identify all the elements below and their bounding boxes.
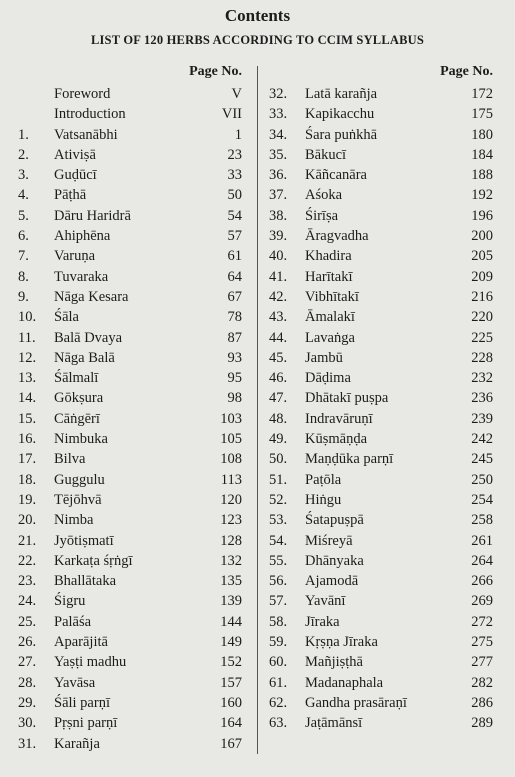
entry-number: 2.	[18, 146, 29, 163]
entry-number: 49.	[269, 431, 288, 448]
herb-name: Tējōhvā	[54, 491, 102, 508]
page-number: 61	[227, 248, 242, 265]
page-number: 220	[471, 309, 493, 326]
page-number: 188	[471, 167, 493, 184]
page-number: 1	[234, 126, 242, 143]
page-number: 264	[471, 552, 493, 569]
entry-number: 39.	[269, 228, 288, 245]
entry-number: 1.	[18, 126, 29, 143]
herb-name: Ahiphēna	[54, 228, 111, 245]
list-item	[0, 449, 254, 469]
entry-number: 14.	[18, 390, 37, 407]
list-item	[0, 328, 254, 348]
entry-number: 25.	[18, 613, 37, 630]
page-no-header: Page No.	[189, 64, 242, 79]
herb-name: Jambū	[305, 349, 343, 366]
entry-number: 54.	[269, 532, 288, 549]
list-item	[0, 145, 254, 165]
entry-number: 7.	[18, 248, 29, 265]
herb-name: Bākucī	[305, 146, 347, 163]
page-number: 167	[220, 735, 242, 752]
column-divider	[257, 66, 258, 754]
herb-name: Śatapuṣpā	[305, 512, 364, 529]
page-number: 184	[471, 146, 493, 163]
list-item	[262, 348, 515, 368]
list-item	[0, 490, 254, 510]
entry-number: 8.	[18, 268, 29, 285]
list-item	[262, 551, 515, 571]
page-number: 120	[220, 491, 242, 508]
list-item	[262, 470, 515, 490]
page-number: 209	[471, 268, 493, 285]
entry-number: 35.	[269, 146, 288, 163]
list-item	[0, 226, 254, 246]
entry-number: 23.	[18, 573, 37, 590]
list-item	[0, 652, 254, 672]
entry-number: 10.	[18, 309, 37, 326]
herb-name: Karkaṭa śṛṅgī	[54, 552, 133, 569]
herb-name: Latā karañja	[305, 86, 378, 102]
herb-name: Gōkṣura	[54, 390, 104, 407]
list-item	[262, 673, 515, 693]
right-column	[262, 64, 515, 734]
page-number: 128	[220, 532, 242, 549]
page-number: 272	[471, 613, 493, 630]
list-item	[262, 409, 515, 429]
page-no-header: Page No.	[440, 64, 493, 79]
herb-name: Śāli parṇī	[54, 694, 110, 711]
herb-name: Palāśa	[54, 613, 92, 630]
page-number: 275	[471, 634, 493, 651]
entry-number: 30.	[18, 715, 37, 732]
list-item	[0, 591, 254, 611]
herb-name: Pāṭhā	[54, 187, 87, 204]
page-number: 103	[220, 410, 242, 427]
list-item	[262, 531, 515, 551]
herb-name: Aparājitā	[54, 634, 108, 651]
list-item	[262, 145, 515, 165]
herb-name: Āragvadha	[305, 228, 369, 245]
page-number: 172	[471, 86, 493, 102]
herb-name: Tuvaraka	[54, 268, 109, 285]
page-number: 239	[471, 410, 493, 427]
page-number: 78	[227, 309, 242, 326]
list-item	[262, 125, 515, 145]
herb-name: Cāṅgērī	[54, 410, 100, 427]
herb-name: Dāḍima	[305, 370, 351, 387]
herb-name: Śālmalī	[54, 370, 99, 387]
entry-number: 20.	[18, 512, 37, 529]
herb-name: Jīraka	[305, 613, 340, 630]
entry-number: 15.	[18, 410, 37, 427]
entry-number: 26.	[18, 634, 37, 651]
entry-number: 47.	[269, 390, 288, 407]
page-number: 250	[471, 471, 493, 488]
page-number: 164	[220, 715, 242, 732]
herb-name: Hiṅgu	[305, 491, 342, 508]
entry-number: 53.	[269, 512, 288, 529]
entry-number: 22.	[18, 552, 37, 569]
entry-number: 51.	[269, 471, 288, 488]
page-number: 157	[220, 674, 242, 691]
herb-name: Jaṭāmānsī	[305, 715, 363, 732]
page-number: 57	[227, 228, 242, 245]
page-number: 87	[227, 329, 242, 346]
herb-name: Yavānī	[305, 593, 346, 610]
entry-number: 38.	[269, 207, 288, 224]
page-number: 180	[471, 126, 493, 143]
left-list	[0, 84, 254, 754]
herb-name: Foreword	[54, 86, 111, 102]
entry-number: 21.	[18, 532, 37, 549]
herb-name: Yavāsa	[54, 674, 96, 691]
herb-name: Nimba	[54, 512, 94, 529]
list-item	[262, 612, 515, 632]
herb-name: Pṛṣni parṇī	[54, 715, 118, 732]
entry-number: 56.	[269, 573, 288, 590]
page-number: 216	[471, 288, 493, 305]
list-item	[0, 551, 254, 571]
entry-number: 5.	[18, 207, 29, 224]
entry-number: 48.	[269, 410, 288, 427]
entry-number: 55.	[269, 552, 288, 569]
list-item	[0, 104, 254, 124]
list-item	[0, 125, 254, 145]
herb-name: Varuṇa	[54, 248, 96, 265]
herb-name: Vibhītakī	[305, 288, 359, 305]
entry-number: 63.	[269, 715, 288, 732]
page-number: 67	[227, 288, 242, 305]
page-number: 144	[220, 613, 242, 630]
list-item	[262, 226, 515, 246]
page-number: 192	[471, 187, 493, 204]
herb-name: Madanaphala	[305, 674, 384, 691]
list-item	[0, 734, 254, 754]
list-item	[262, 449, 515, 469]
herb-name: Kapikacchu	[305, 106, 375, 123]
list-item	[262, 693, 515, 713]
page-number: VII	[221, 106, 242, 123]
list-item	[262, 652, 515, 672]
page-number: 225	[471, 329, 493, 346]
list-item	[0, 307, 254, 327]
list-item	[262, 267, 515, 287]
herb-name: Nimbuka	[54, 431, 108, 448]
list-item	[0, 571, 254, 591]
entry-number: 29.	[18, 694, 37, 711]
entry-number: 28.	[18, 674, 37, 691]
entry-number: 45.	[269, 349, 288, 366]
page-number: 289	[471, 715, 493, 732]
herb-name: Gandha prasāraṇī	[305, 694, 407, 711]
entry-number: 36.	[269, 167, 288, 184]
entry-number: 61.	[269, 674, 288, 691]
list-item	[0, 510, 254, 530]
entry-number: 37.	[269, 187, 288, 204]
page-number: 132	[220, 552, 242, 569]
list-item	[262, 591, 515, 611]
list-item	[262, 571, 515, 591]
page-number: 258	[471, 512, 493, 529]
page-number: 269	[471, 593, 493, 610]
page-number: 286	[471, 694, 493, 711]
list-item	[0, 531, 254, 551]
page-number: 245	[471, 451, 493, 468]
page-number: 113	[220, 471, 242, 488]
list-item	[0, 612, 254, 632]
list-item	[0, 165, 254, 185]
list-item	[0, 287, 254, 307]
list-item	[262, 104, 515, 124]
page-number: 196	[471, 207, 493, 224]
page-number: 152	[220, 654, 242, 671]
page-number: 261	[471, 532, 493, 549]
herb-name: Guḍūcī	[54, 167, 97, 184]
list-item	[0, 348, 254, 368]
entry-number: 4.	[18, 187, 29, 204]
herb-name: Kṛṣṇa Jīraka	[305, 634, 378, 651]
entry-number: 6.	[18, 228, 29, 245]
herb-name: Khadira	[305, 248, 352, 265]
herb-name: Maṇḍūka parṇī	[305, 451, 394, 468]
herb-name: Ativiṣā	[54, 146, 96, 163]
page-number: 149	[220, 634, 242, 651]
page-number: 98	[227, 390, 242, 407]
herb-name: Guggulu	[54, 471, 105, 488]
page-number: 228	[471, 349, 493, 366]
herb-name: Śāla	[54, 309, 79, 326]
herb-name: Yaṣṭi madhu	[54, 654, 127, 671]
herb-name: Jyōtiṣmatī	[54, 532, 114, 549]
list-item	[262, 246, 515, 266]
list-item	[262, 185, 515, 205]
list-item	[262, 307, 515, 327]
list-item	[262, 713, 515, 733]
list-item	[0, 673, 254, 693]
herb-name: Bilva	[54, 451, 86, 468]
entry-number: 46.	[269, 370, 288, 387]
entry-number: 33.	[269, 106, 288, 123]
list-item	[262, 510, 515, 530]
herb-name: Lavaṅga	[305, 329, 355, 346]
herb-name: Miśreyā	[305, 532, 353, 549]
herb-name: Karañja	[54, 735, 100, 752]
list-item	[262, 287, 515, 307]
herb-name: Kūṣmāṇḍa	[305, 431, 368, 448]
list-item	[0, 267, 254, 287]
list-item	[0, 429, 254, 449]
list-item	[0, 470, 254, 490]
entry-number: 58.	[269, 613, 288, 630]
entry-number: 52.	[269, 491, 288, 508]
herb-name: Dhātakī puṣpa	[305, 390, 389, 407]
entry-number: 13.	[18, 370, 37, 387]
list-item	[0, 693, 254, 713]
list-item	[262, 388, 515, 408]
page-title: Contents	[224, 6, 291, 25]
list-item	[262, 84, 515, 104]
page-number: 93	[227, 349, 242, 366]
herb-name: Introduction	[54, 106, 126, 123]
list-item	[0, 632, 254, 652]
list-item	[0, 388, 254, 408]
page-number: V	[231, 86, 242, 102]
entry-number: 59.	[269, 634, 288, 651]
herb-name: Dāru Haridrā	[54, 207, 131, 224]
page-number: 266	[471, 573, 493, 590]
page-number: 254	[471, 491, 493, 508]
herb-name: Mañjiṣṭhā	[305, 654, 363, 671]
entry-number: 31.	[18, 735, 37, 752]
page-number: 232	[471, 370, 493, 387]
herb-name: Āmalakī	[305, 309, 355, 326]
entry-number: 44.	[269, 329, 288, 346]
list-item	[0, 84, 254, 104]
list-item	[0, 713, 254, 733]
page-number: 175	[471, 106, 493, 123]
herb-name: Dhānyaka	[305, 552, 364, 569]
list-item	[262, 490, 515, 510]
entry-number: 57.	[269, 593, 288, 610]
herb-name: Bhallātaka	[54, 573, 117, 590]
entry-number: 19.	[18, 491, 37, 508]
page-subtitle: LIST OF 120 HERBS ACCORDING TO CCIM SYLLABUS	[90, 33, 425, 47]
page-number: 236	[471, 390, 493, 407]
entry-number: 11.	[18, 329, 36, 346]
list-item	[0, 206, 254, 226]
entry-number: 42.	[269, 288, 288, 305]
left-column	[0, 64, 254, 754]
page-number: 50	[227, 187, 242, 204]
list-item	[0, 185, 254, 205]
page-number: 108	[220, 451, 242, 468]
list-item	[0, 409, 254, 429]
page-number: 282	[471, 674, 493, 691]
herb-name: Paṭōla	[305, 471, 342, 488]
herb-name: Ajamodā	[305, 573, 359, 590]
page-number: 95	[227, 370, 242, 387]
page-number: 160	[220, 694, 242, 711]
list-item	[0, 246, 254, 266]
page-number: 242	[471, 431, 493, 448]
page-number: 54	[227, 207, 242, 224]
entry-number: 62.	[269, 694, 288, 711]
entry-number: 34.	[269, 126, 288, 143]
page-number: 123	[220, 512, 242, 529]
entry-number: 24.	[18, 593, 37, 610]
right-list	[262, 84, 515, 734]
page-number: 64	[227, 268, 242, 285]
herb-name: Śara puṅkhā	[305, 126, 378, 143]
herb-name: Nāga Kesara	[54, 288, 129, 305]
entry-number: 60.	[269, 654, 288, 671]
entry-number: 9.	[18, 288, 29, 305]
herb-name: Nāga Balā	[54, 349, 115, 366]
list-item	[0, 368, 254, 388]
list-item	[262, 206, 515, 226]
herb-name: Vatsanābhi	[54, 126, 118, 143]
page-number: 23	[227, 146, 242, 163]
entry-number: 32.	[269, 86, 288, 102]
page-number: 139	[220, 593, 242, 610]
page-number: 277	[471, 654, 493, 671]
list-item	[262, 328, 515, 348]
herb-name: Śigru	[54, 593, 86, 610]
herb-name: Śirīṣa	[305, 207, 339, 224]
herb-name: Indravāruṇī	[305, 410, 373, 427]
list-item	[262, 368, 515, 388]
herb-name: Balā Dvaya	[54, 329, 123, 346]
herb-name: Aśoka	[305, 187, 343, 204]
entry-number: 12.	[18, 349, 37, 366]
entry-number: 17.	[18, 451, 37, 468]
page-number: 205	[471, 248, 493, 265]
entry-number: 43.	[269, 309, 288, 326]
list-item	[262, 165, 515, 185]
entry-number: 41.	[269, 268, 288, 285]
entry-number: 50.	[269, 451, 288, 468]
entry-number: 3.	[18, 167, 29, 184]
page-number: 200	[471, 228, 493, 245]
page-number: 105	[220, 431, 242, 448]
herb-name: Kāñcanāra	[305, 167, 367, 184]
list-item	[262, 632, 515, 652]
entry-number: 18.	[18, 471, 37, 488]
herb-name: Harītakī	[305, 268, 353, 285]
list-item	[262, 429, 515, 449]
entry-number: 40.	[269, 248, 288, 265]
entry-number: 27.	[18, 654, 37, 671]
entry-number: 16.	[18, 431, 37, 448]
page-number: 33	[227, 167, 242, 184]
page-number: 135	[220, 573, 242, 590]
